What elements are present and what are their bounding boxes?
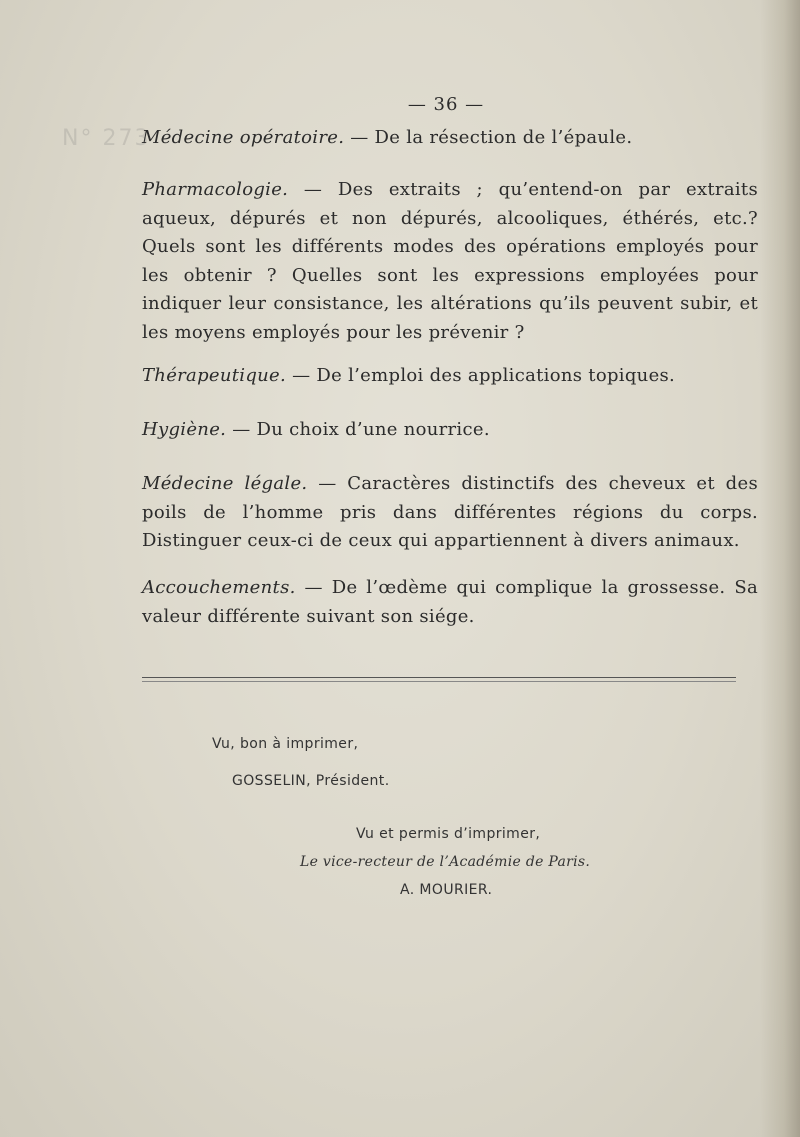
section-heading: Thérapeutique. — [142, 365, 287, 386]
section-text: — De l’œdème qui complique la grossesse. Sa valeur différente suivant son siége. — [142, 577, 758, 627]
section-heading: Pharmacologie. — [142, 179, 289, 200]
separator-rule — [142, 677, 736, 682]
section-heading: Accouchements. — [142, 577, 296, 598]
section-text: — De l’emploi des applications topiques. — [286, 365, 676, 386]
president-signature: GOSSELIN, Président. — [232, 773, 390, 789]
section-text: — Caractères distinctifs des cheveux et des poils de l’homme pris dans différentes régions du corps. Distinguer ceux-ci de ceux qui appartiennent à divers animaux. — [142, 473, 758, 551]
paragraph-medecine-legale — [142, 470, 758, 556]
page-number: — 36 — — [407, 94, 485, 115]
section-heading: Médecine légale. — [142, 473, 308, 494]
paragraph-medecine-operatoire — [142, 124, 758, 153]
paragraph-therapeutique — [142, 362, 758, 391]
mourier-signature: A. MOURIER. — [400, 882, 493, 898]
section-text: — Des extraits ; qu’entend-on par extraits aqueux, dépurés et non dépurés, alcooliques, éthérés, etc.? Quels sont les différents modes des opérations employés pour les obtenir ? Quelles sont les expressions employées pour indiquer leur consistance, les altérations qu’ils peuvent subir, et les moyens employés pour les prévenir ? — [142, 179, 758, 343]
paragraph-pharmacologie — [142, 176, 758, 347]
vice-recteur-line: Le vice-recteur de l’Académie de Paris. — [300, 854, 591, 870]
paragraph-accouchements — [142, 574, 758, 631]
section-heading: Hygiène. — [142, 419, 227, 440]
section-heading: Médecine opératoire. — [142, 127, 345, 148]
vu-et-permis: Vu et permis d’imprimer, — [356, 826, 541, 842]
section-text: — De la résection de l’épaule. — [344, 127, 633, 148]
bleed-through-mark: N° 273 — [62, 126, 151, 151]
vu-bon-a-imprimer: Vu, bon à imprimer, — [212, 736, 359, 752]
page-edge-shadow — [760, 0, 800, 1137]
paragraph-hygiene — [142, 416, 758, 445]
section-text: — Du choix d’une nourrice. — [226, 419, 490, 440]
